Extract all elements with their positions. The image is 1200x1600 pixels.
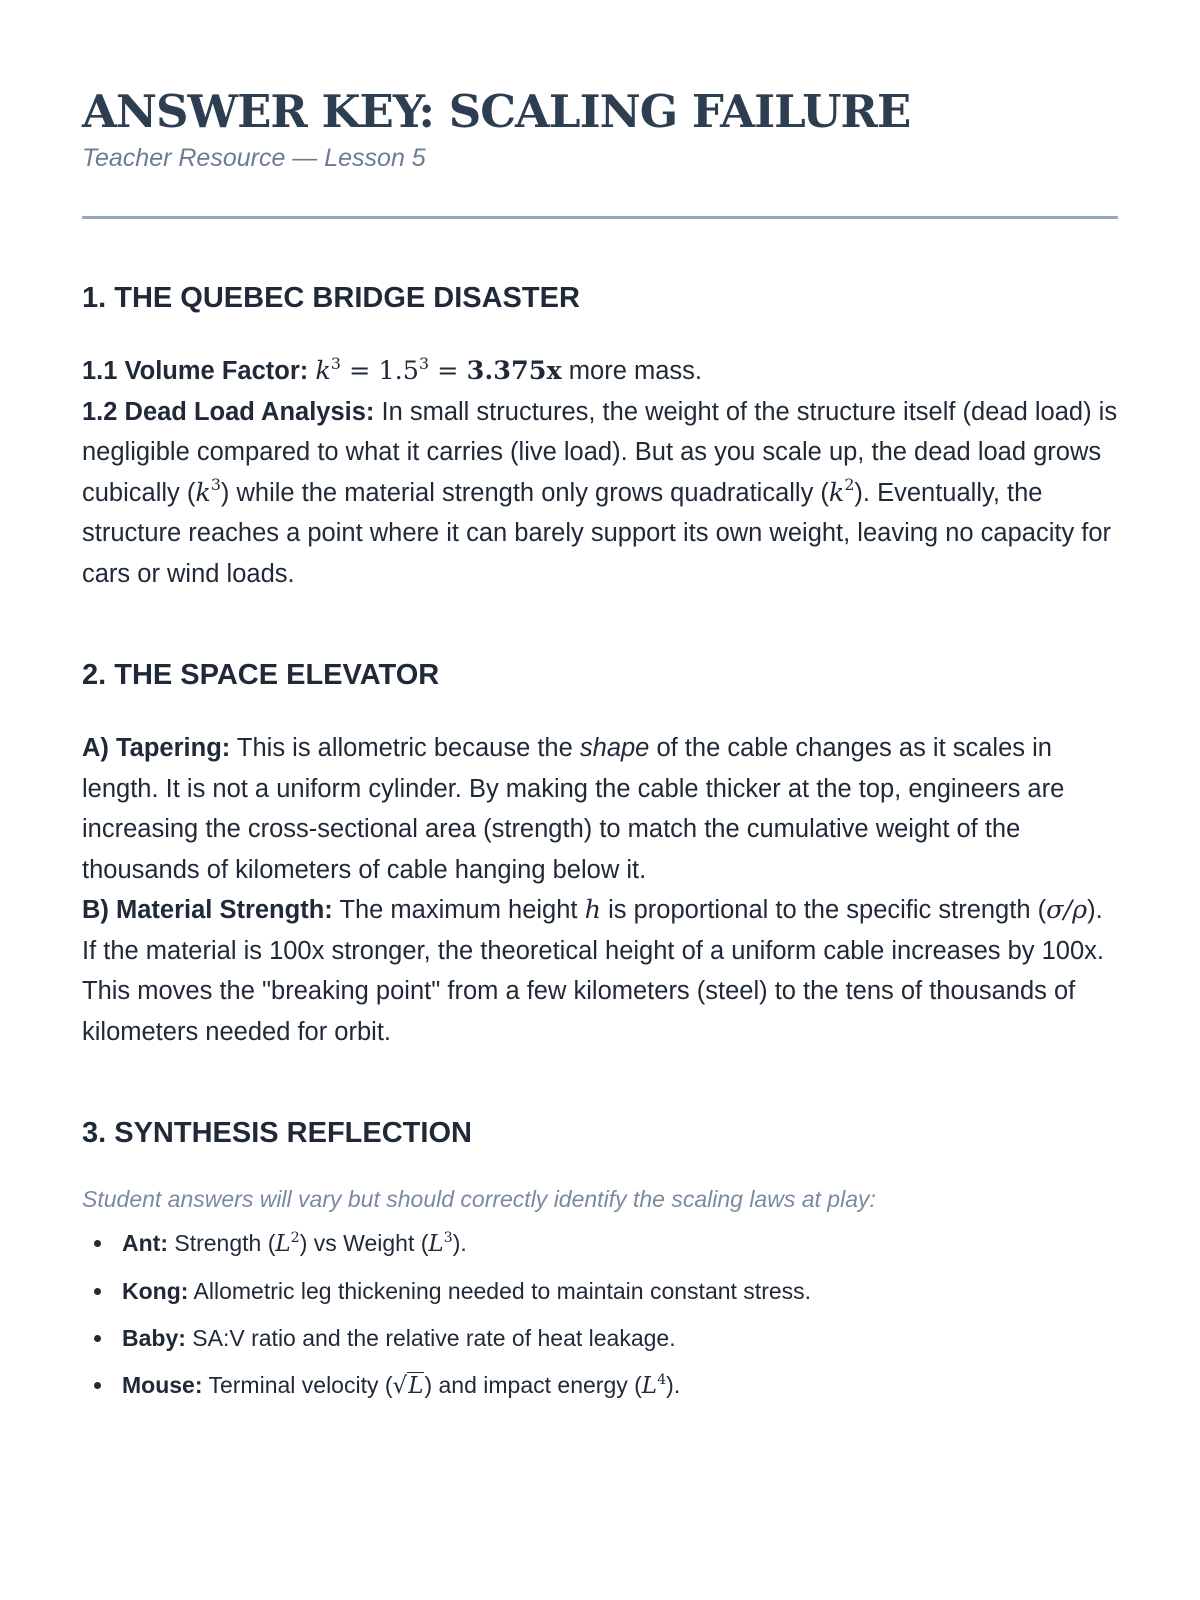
math-equals-base: = 1.5: [340, 356, 420, 386]
material-strength-text: is proportional to the specific strength (: [601, 896, 1047, 924]
math-sqrt-L: [393, 1372, 425, 1399]
tapering-label: A) Tapering:: [82, 734, 231, 762]
dead-load-label: 1.2 Dead Load Analysis:: [82, 397, 375, 426]
bullet-icon: [94, 1240, 101, 1247]
volume-factor-answer: [82, 351, 1118, 392]
math-exponent: 2: [290, 1229, 300, 1246]
math-exponent: 3: [419, 353, 430, 373]
math-k: k: [195, 477, 211, 508]
sqrt-icon: √: [392, 1373, 408, 1399]
mouse-text: ).: [666, 1372, 681, 1398]
kong-label: Kong:: [122, 1278, 189, 1304]
math-L: L: [408, 1373, 424, 1399]
mouse-text: ) and impact energy (: [424, 1372, 642, 1398]
material-strength-answer: [82, 890, 1118, 1052]
bullet-icon: [94, 1335, 101, 1342]
kong-text: Allometric leg thickening needed to maintain constant stress.: [188, 1278, 812, 1304]
section-heading-quebec-bridge: 1. THE QUEBEC BRIDGE DISASTER: [82, 282, 580, 314]
synthesis-note: Student answers will vary but should correctly identify the scaling laws at play:: [82, 1186, 876, 1212]
math-k: k: [828, 477, 845, 508]
baby-label: Baby:: [122, 1325, 186, 1351]
section-heading-space-elevator: 2. THE SPACE ELEVATOR: [82, 659, 440, 691]
volume-factor-result: 3.375x: [466, 356, 562, 386]
math-k: k: [315, 356, 331, 386]
math-exponent: 3: [330, 353, 341, 373]
tapering-answer: [82, 728, 1118, 890]
dead-load-text: In small structures, the weight of the structure itself (dead load) is negligible compared to what it carries (live load). But as you scale up, the dead load grows cubically (: [82, 397, 1118, 507]
math-L: L: [275, 1231, 291, 1257]
ant-text: ).: [452, 1230, 467, 1256]
baby-text: SA:V ratio and the relative rate of heat leakage.: [185, 1325, 676, 1351]
mouse-text: Terminal velocity (: [202, 1372, 393, 1398]
dead-load-text: ) while the material strength only grows quadratically (: [220, 478, 829, 507]
material-strength-text: The maximum height: [332, 896, 585, 924]
math-exponent: 4: [657, 1371, 667, 1388]
material-strength-text: ). If the material is 100x stronger, the theoretical height of a uniform cable increases by 100x. This moves the "breaking point" from a few kilometers (steel) to the tens of thousands of kilometers needed for orbit.: [82, 896, 1104, 1046]
ant-text: ) vs Weight (: [299, 1230, 429, 1256]
math-specific-strength: σ/ρ: [1046, 895, 1088, 925]
math-exponent: 3: [443, 1229, 453, 1246]
dead-load-answer: [82, 392, 1118, 595]
math-exponent: 2: [844, 475, 855, 495]
volume-factor-label: 1.1 Volume Factor:: [82, 357, 309, 385]
mouse-label: Mouse:: [122, 1372, 203, 1398]
list-item-ant: [82, 1228, 1118, 1259]
ant-label: Ant:: [122, 1230, 168, 1256]
bullet-icon: [94, 1382, 101, 1389]
page-subtitle: Teacher Resource — Lesson 5: [82, 144, 426, 172]
list-item-kong: [82, 1276, 1118, 1306]
tapering-text: of the cable changes as it scales in length. It is not a uniform cylinder. By making the cable thicker at the top, engineers are increasing the cross-sectional area (strength) to match the cumulative weight of the thousands of kilometers of cable hanging below it.: [82, 734, 1065, 884]
dead-load-text: ). Eventually, the structure reaches a point where it can barely support its own weight, leaving no capacity for cars or wind loads.: [82, 478, 1112, 588]
math-equals: =: [429, 356, 467, 386]
math-exponent: 3: [210, 475, 221, 495]
tapering-text: This is allometric because the: [230, 734, 580, 762]
list-item-mouse: [82, 1370, 1118, 1401]
volume-factor-suffix: more mass.: [561, 357, 702, 385]
math-h: h: [584, 895, 602, 925]
synthesis-list: [82, 1228, 1118, 1401]
ant-text: Strength (: [167, 1230, 276, 1256]
bullet-icon: [94, 1288, 101, 1295]
section-heading-synthesis: 3. SYNTHESIS REFLECTION: [82, 1117, 472, 1149]
page-title: ANSWER KEY: SCALING FAILURE: [82, 85, 911, 138]
list-item-baby: [82, 1323, 1118, 1353]
math-L: L: [428, 1231, 444, 1257]
emphasis-shape: shape: [579, 734, 650, 762]
math-L: L: [641, 1373, 658, 1399]
material-strength-label: B) Material Strength:: [82, 896, 333, 924]
header-divider: [82, 216, 1118, 219]
